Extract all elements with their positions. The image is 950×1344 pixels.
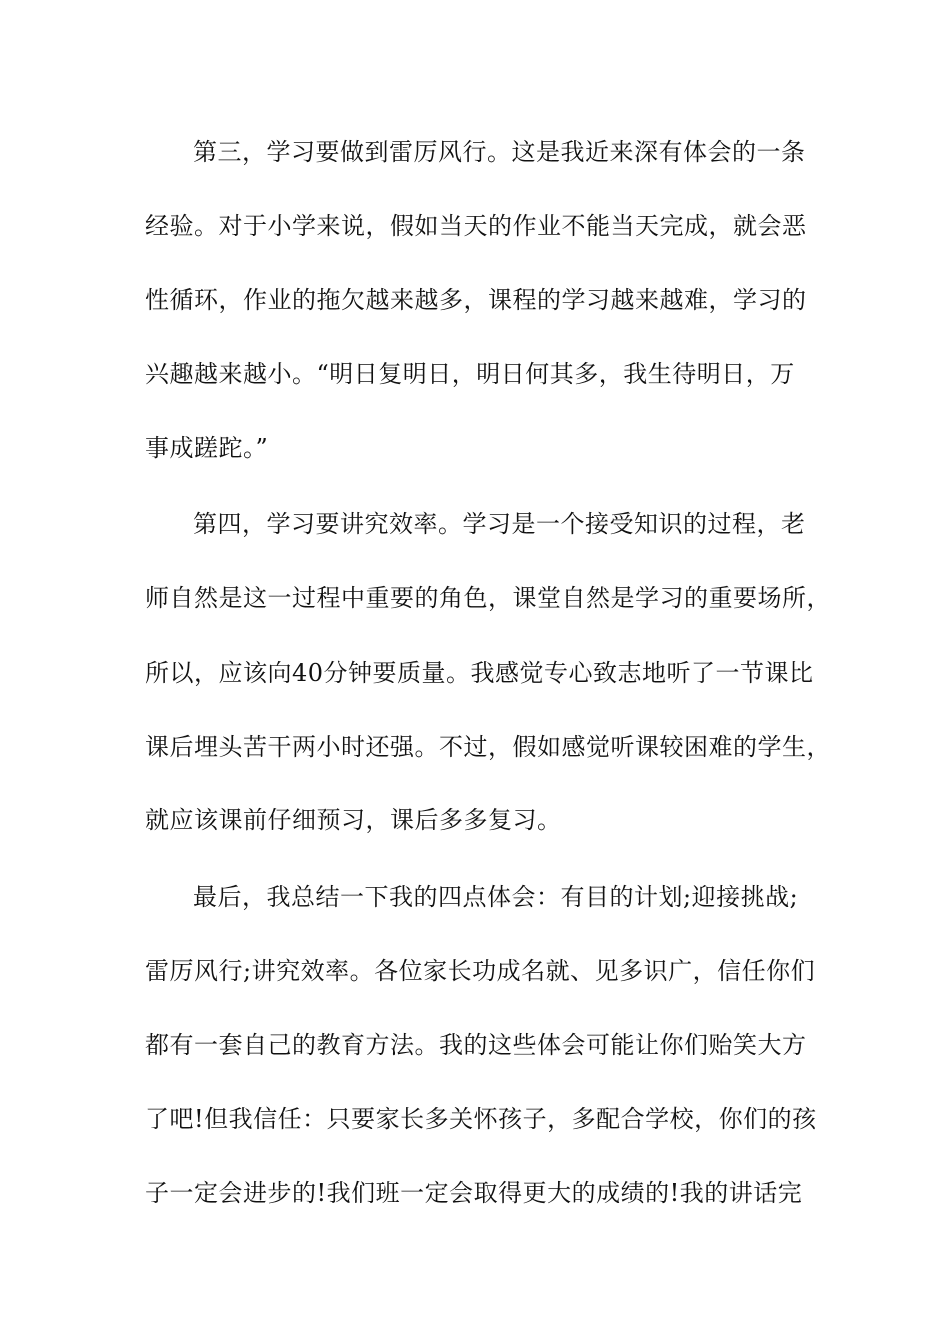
paragraph-2-line-1: 第四，学习要讲究效率。学习是一个接受知识的过程，老 — [193, 510, 806, 538]
paragraph-2-line-4: 课后埋头苦干两小时还强。不过，假如感觉听课较困难的学生， — [145, 733, 831, 761]
paragraph-3-line-3: 都有一套自己的教育方法。我的这些体会可能让你们贻笑大方 — [145, 1031, 807, 1059]
paragraph-2-line-2: 师自然是这一过程中重要的角色，课堂自然是学习的重要场所， — [145, 584, 831, 612]
paragraph-2-line-5: 就应该课前仔细预习，课后多多复习。 — [145, 806, 562, 834]
paragraph-1-line-2: 经验。对于小学来说，假如当天的作业不能当天完成，就会恶 — [145, 212, 807, 240]
paragraph-3-line-5: 子一定会进步的!我们班一定会取得更大的成绩的!我的讲话完 — [145, 1179, 803, 1207]
paragraph-3-line-4: 了吧!但我信任：只要家长多关怀孩子，多配合学校，你们的孩 — [145, 1105, 817, 1133]
paragraph-1-line-5: 事成蹉跎。” — [145, 434, 269, 462]
paragraph-3-line-1: 最后，我总结一下我的四点体会：有目的计划;迎接挑战; — [193, 883, 799, 911]
paragraph-3-line-2: 雷厉风行;讲究效率。各位家长功成名就、见多识广，信任你们 — [145, 957, 816, 985]
paragraph-1-line-4: 兴趣越来越小。“明日复明日，明日何其多，我生待明日，万 — [145, 360, 795, 388]
paragraph-1-line-1: 第三，学习要做到雷厉风行。这是我近来深有体会的一条 — [193, 138, 806, 166]
paragraph-2-line-3: 所以，应该向40分钟要质量。我感觉专心致志地听了一节课比 — [145, 659, 814, 687]
paragraph-1-line-3: 性循环，作业的拖欠越来越多，课程的学习越来越难，学习的 — [145, 286, 807, 314]
